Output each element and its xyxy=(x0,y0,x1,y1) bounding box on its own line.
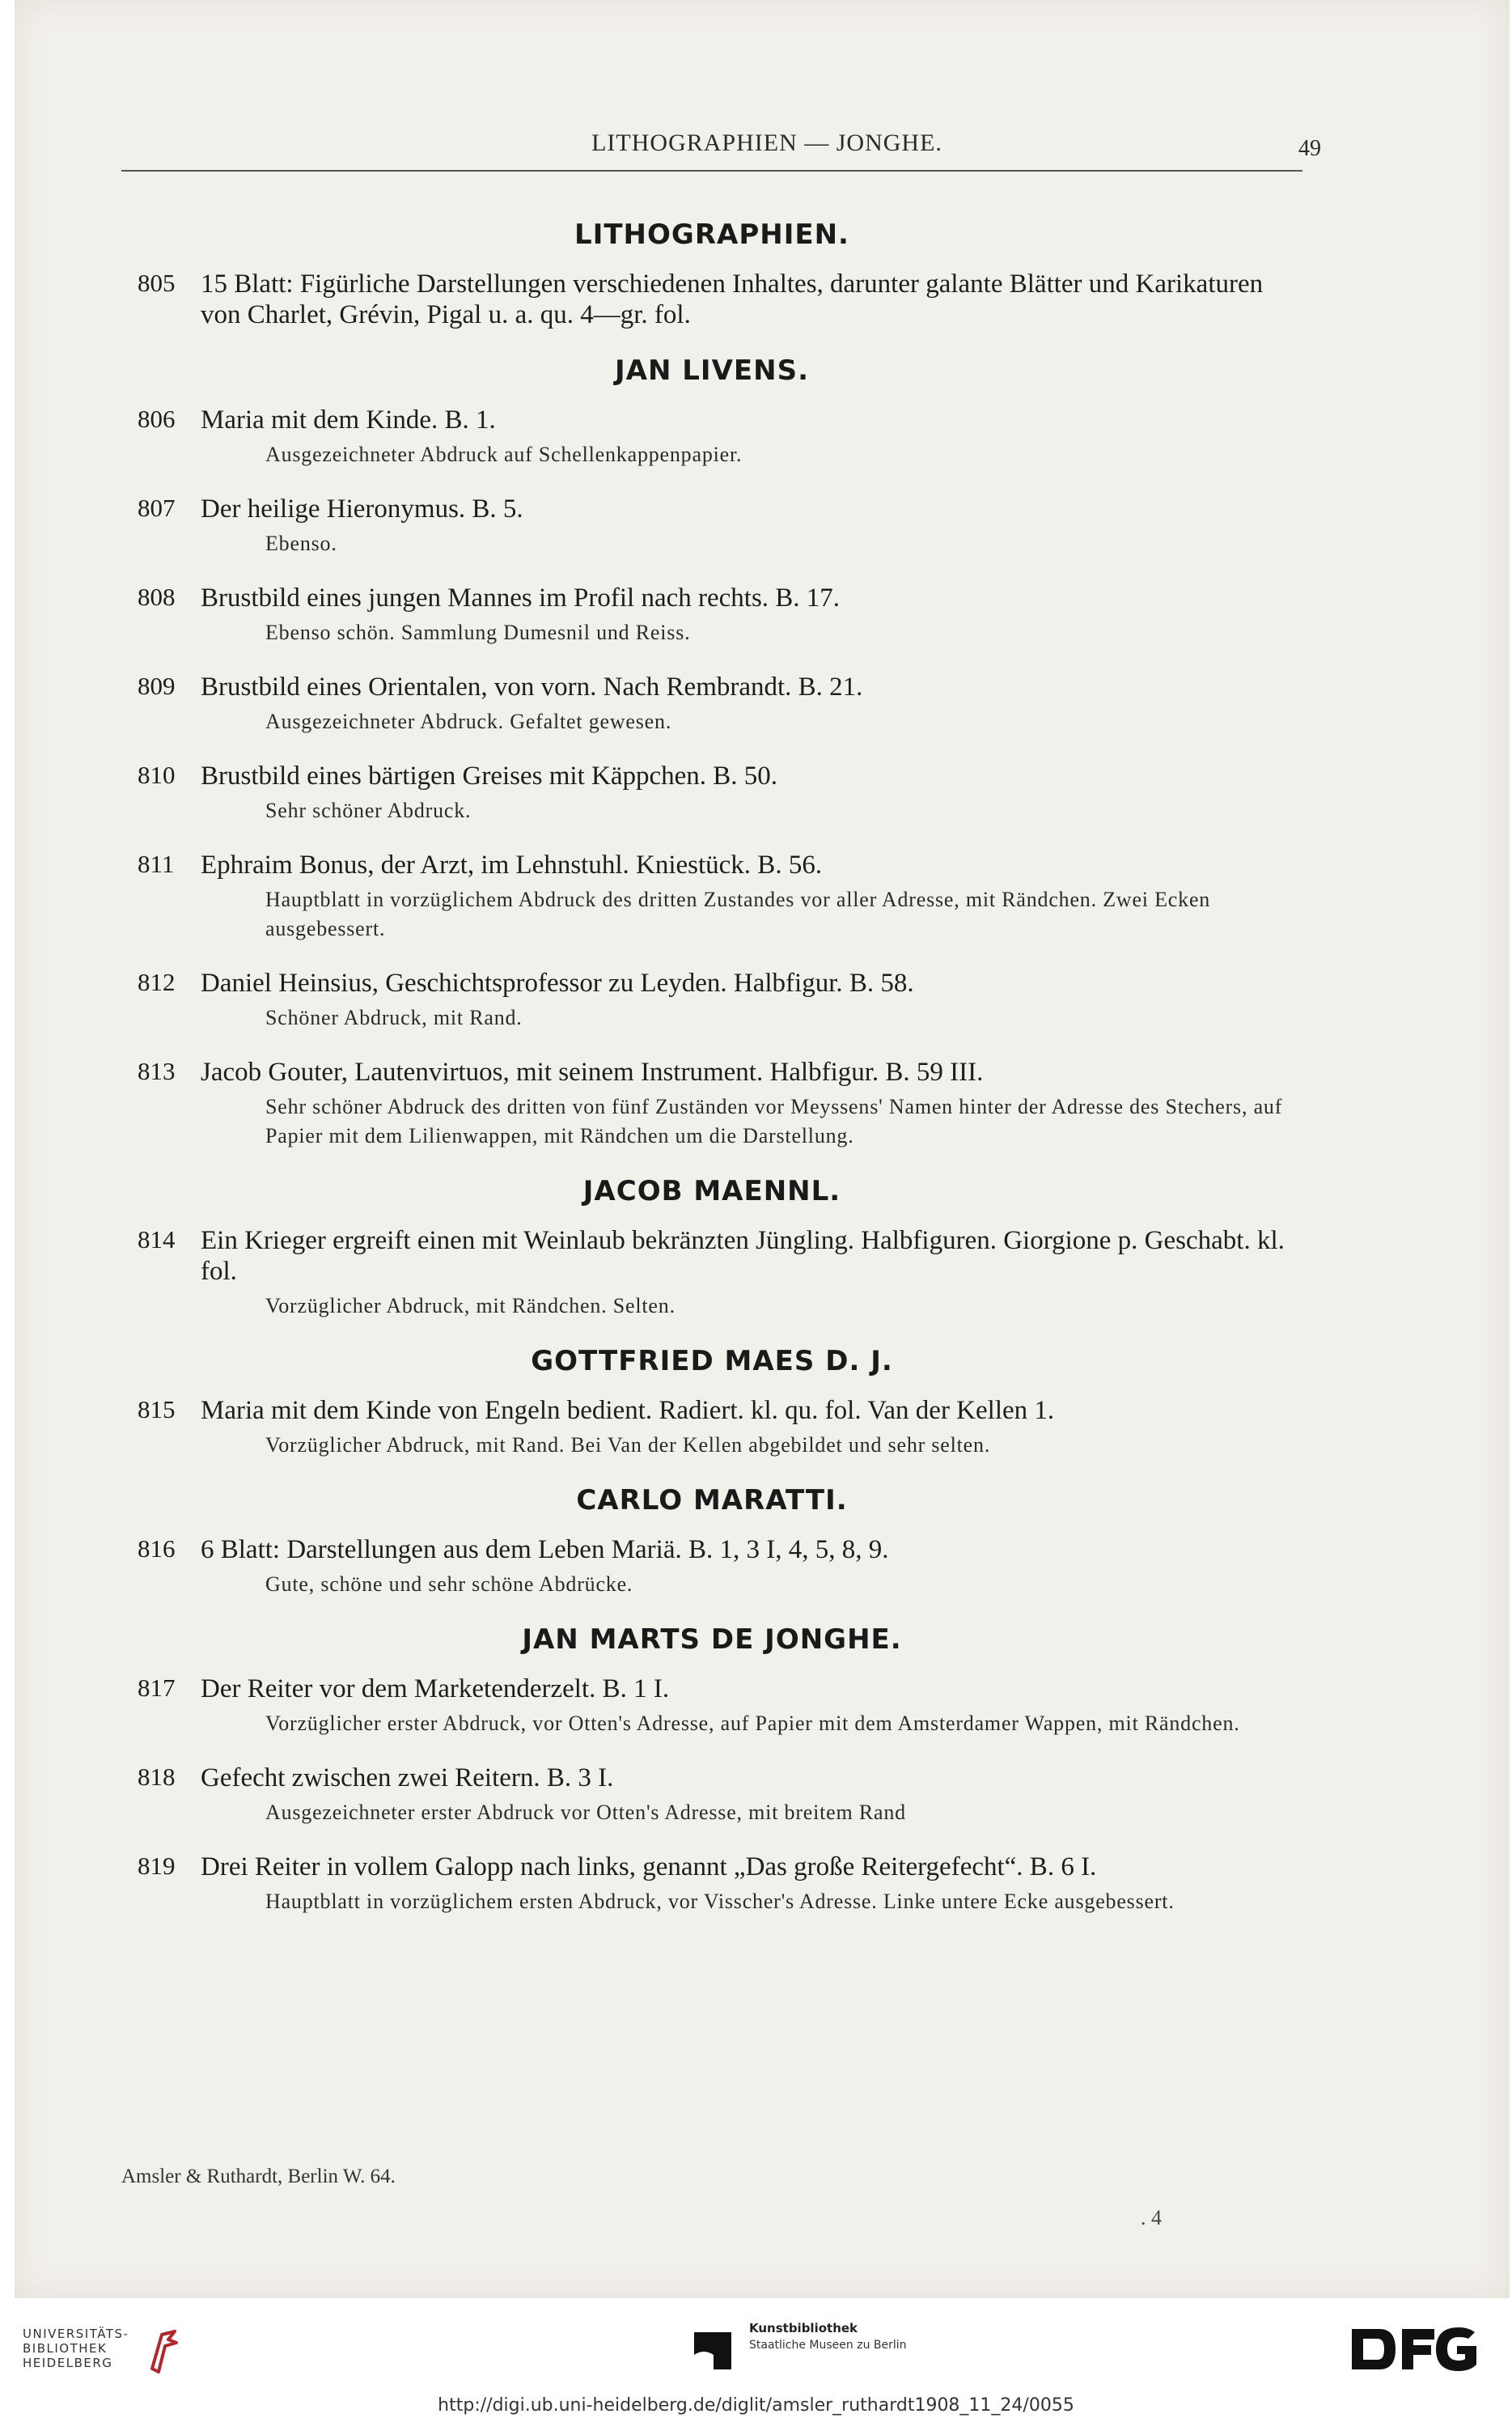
printer-imprint: Amsler & Ruthardt, Berlin W. 64. xyxy=(121,2166,396,2187)
entry-note: Ausgezeichneter erster Abdruck vor Otten's Adresse, mit breitem Rand xyxy=(265,1801,906,1824)
entry-title: Der Reiter vor dem Marketenderzelt. B. 1 I. xyxy=(201,1674,670,1703)
entry-number: 810 xyxy=(138,761,176,789)
entry-note: Gute, schöne und sehr schöne Abdrücke. xyxy=(265,1572,633,1596)
kunstbibliothek-subtitle: Staatliche Museen zu Berlin xyxy=(749,2339,907,2352)
entry-number: 809 xyxy=(138,672,176,700)
catalogue-entry xyxy=(121,968,1302,1033)
entry-number: 818 xyxy=(138,1763,176,1791)
entry-note: Ausgezeichneter Abdruck auf Schellenkappenpapier. xyxy=(265,443,743,466)
entry-note: Ausgezeichneter Abdruck. Gefaltet gewesen. xyxy=(265,710,672,733)
entry-title: 6 Blatt: Darstellungen aus dem Leben Mariä. B. 1, 3 I, 4, 5, 8, 9. xyxy=(201,1535,889,1564)
entry-note: Ebenso. xyxy=(265,532,337,555)
catalogue-entry xyxy=(121,494,1302,558)
entry-number: 819 xyxy=(138,1852,176,1880)
catalogue-entry xyxy=(121,1057,1302,1151)
entry-number: 811 xyxy=(138,850,175,878)
digitization-footer xyxy=(0,2298,1512,2418)
university-line: BIBLIOTHEK xyxy=(23,2341,108,2356)
entry-title: Daniel Heinsius, Geschichtsprofessor zu Leyden. Halbfigur. B. 58. xyxy=(201,969,914,998)
section-heading: LITHOGRAPHIEN. xyxy=(574,218,849,251)
entry-number: 813 xyxy=(138,1057,176,1085)
entry-number: 806 xyxy=(138,405,176,433)
entry-title: Brustbild eines bärtigen Greises mit Käppchen. B. 50. xyxy=(201,761,778,791)
entry-note: Schöner Abdruck, mit Rand. xyxy=(265,1006,523,1029)
entry-title: Ephraim Bonus, der Arzt, im Lehnstuhl. Kniestück. B. 56. xyxy=(201,851,823,880)
entry-title: Maria mit dem Kinde. B. 1. xyxy=(201,405,496,435)
university-name xyxy=(23,2327,129,2370)
entry-number: 814 xyxy=(138,1225,176,1254)
catalogue-entry xyxy=(121,405,1302,469)
catalogue-entry xyxy=(121,583,1302,647)
catalogue-content xyxy=(121,210,1302,1941)
header-rule xyxy=(121,170,1302,172)
running-head: LITHOGRAPHIEN — JONGHE. xyxy=(591,129,942,156)
university-mark-icon xyxy=(144,2328,184,2375)
kunstbibliothek-logo[interactable] xyxy=(694,2318,953,2374)
kunstbibliothek-icon xyxy=(694,2332,731,2369)
page-header xyxy=(217,129,1321,170)
catalogue-entry xyxy=(121,1395,1302,1460)
section-heading: JAN LIVENS. xyxy=(615,354,809,387)
entry-number: 815 xyxy=(138,1395,176,1423)
entry-title: Brustbild eines Orientalen, von vorn. Nach Rembrandt. B. 21. xyxy=(201,672,863,702)
entry-title: Maria mit dem Kinde von Engeln bedient. Radiert. kl. qu. fol. Van der Kellen 1. xyxy=(201,1396,1055,1425)
entry-title: Jacob Gouter, Lautenvirtuos, mit seinem Instrument. Halbfigur. B. 59 III. xyxy=(201,1058,984,1087)
catalogue-entry xyxy=(121,761,1302,825)
entry-number: 808 xyxy=(138,583,176,611)
entry-title: Drei Reiter in vollem Galopp nach links, genannt „Das große Reitergefecht“. B. 6 I. xyxy=(201,1852,1097,1881)
dfg-logo[interactable] xyxy=(1347,2318,1493,2381)
entry-title: Ein Krieger ergreift einen mit Weinlaub bekränzten Jüngling. Halbfiguren. Giorgione p. Geschabt. kl. fol. xyxy=(201,1226,1285,1286)
entry-title: Der heilige Hieronymus. B. 5. xyxy=(201,494,523,524)
catalogue-entry xyxy=(121,850,1302,944)
entry-note: Sehr schöner Abdruck des dritten von fünf Zuständen vor Meyssens' Namen hinter der Adresse des Stechers, auf Papier mit dem Lilienwappen, mit Rändchen um die Darstellung. xyxy=(265,1095,1283,1147)
kunstbibliothek-title: Kunstbibliothek xyxy=(749,2321,858,2335)
entry-number: 807 xyxy=(138,494,176,522)
page-number: 49 xyxy=(1298,136,1321,161)
university-line: UNIVERSITÄTS- xyxy=(23,2327,129,2341)
entry-number: 812 xyxy=(138,968,176,996)
source-url[interactable]: http://digi.ub.uni-heidelberg.de/diglit/amsler_ruthardt1908_11_24/0055 xyxy=(438,2395,1074,2416)
university-library-logo[interactable] xyxy=(23,2327,184,2383)
entry-note: Hauptblatt in vorzüglichem ersten Abdruck, vor Visscher's Adresse. Linke untere Ecke ausgebessert. xyxy=(265,1890,1175,1913)
catalogue-entry xyxy=(121,1674,1302,1738)
section-heading: JAN MARTS DE JONGHE. xyxy=(522,1623,902,1656)
entry-note: Hauptblatt in vorzüglichem Abdruck des dritten Zustandes vor aller Adresse, mit Rändchen. Zwei Ecken ausgebessert. xyxy=(265,888,1211,940)
entry-title: Brustbild eines jungen Mannes im Profil nach rechts. B. 17. xyxy=(201,583,841,613)
catalogue-entry xyxy=(121,1225,1302,1321)
entry-note: Sehr schöner Abdruck. xyxy=(265,799,472,822)
catalogue-entry xyxy=(121,1534,1302,1599)
catalogue-entry xyxy=(121,1852,1302,1916)
catalogue-entry xyxy=(121,269,1302,330)
section-heading: JACOB MAENNL. xyxy=(582,1175,841,1207)
entry-note: Vorzüglicher Abdruck, mit Rändchen. Selten. xyxy=(265,1294,676,1317)
signature-mark: . 4 xyxy=(1141,2206,1162,2229)
entry-number: 817 xyxy=(138,1674,176,1702)
entry-note: Vorzüglicher erster Abdruck, vor Otten's Adresse, auf Papier mit dem Amsterdamer Wappen, mit Rändchen. xyxy=(265,1712,1240,1735)
entry-title: 15 Blatt: Figürliche Darstellungen verschiedenen Inhaltes, darunter galante Blätter und Karikaturen von Charlet, Grévin, Pigal u. a. qu. 4—gr. fol. xyxy=(201,269,1264,329)
entry-title: Gefecht zwischen zwei Reitern. B. 3 I. xyxy=(201,1763,614,1792)
catalogue-entry xyxy=(121,1763,1302,1827)
university-line: HEIDELBERG xyxy=(23,2356,113,2370)
entry-note: Ebenso schön. Sammlung Dumesnil und Reiss. xyxy=(265,621,691,644)
entry-number: 805 xyxy=(138,269,176,297)
section-heading: CARLO MARATTI. xyxy=(576,1484,848,1517)
entry-note: Vorzüglicher Abdruck, mit Rand. Bei Van der Kellen abgebildet und sehr selten. xyxy=(265,1433,991,1457)
catalogue-entry xyxy=(121,672,1302,736)
section-heading: GOTTFRIED MAES D. J. xyxy=(531,1345,893,1377)
entry-number: 816 xyxy=(138,1534,176,1563)
